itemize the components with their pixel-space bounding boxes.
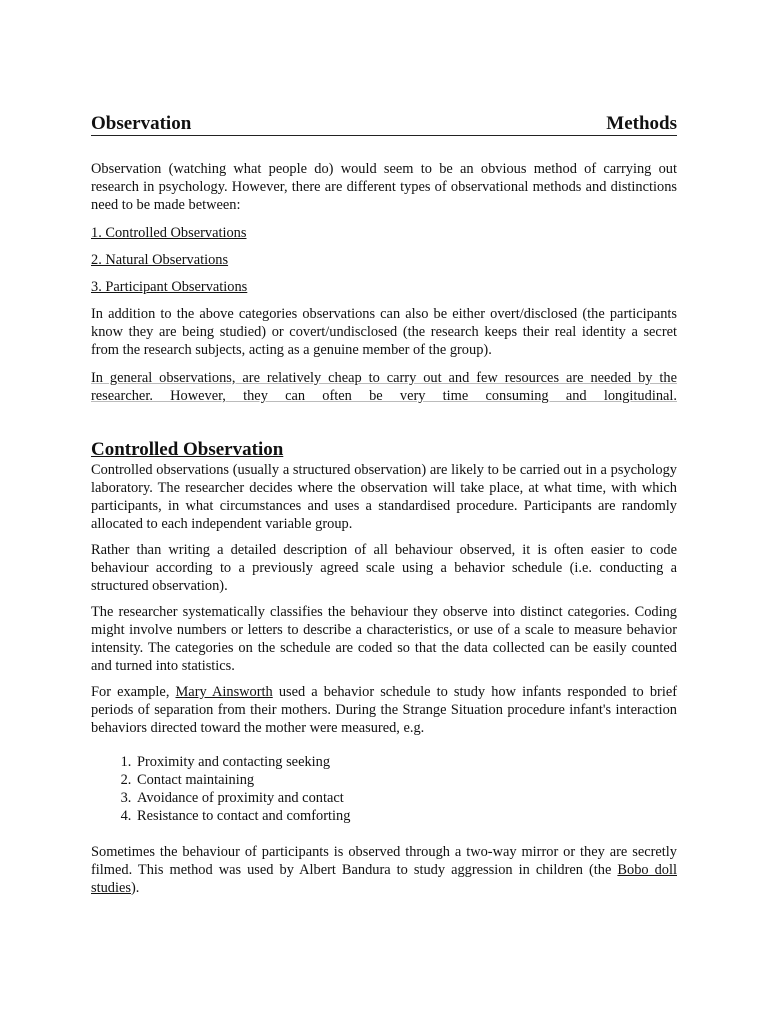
general-paragraph: In general observations, are relatively cheap to carry out and few resources are needed by the researcher. However, they can often be very time consuming and longitudinal. — [91, 370, 677, 404]
type-link-participant[interactable]: 3. Participant Observations — [91, 279, 248, 295]
ainsworth-link[interactable]: Mary Ainsworth — [175, 684, 273, 700]
bandura-text-before: Sometimes the behaviour of participants is observed through a two-way mirror or they are secretly filmed. This method was used by Albert Bandura to study aggression in children (the — [91, 844, 677, 878]
controlled-paragraph-1: Controlled observations (usually a structured observation) are likely to be carried out in a psychology laboratory. The researcher decides where the observation will take place, at what time, with which participants, in what circumstances and uses a standardised procedure. Participants are randomly allocated to each independent variable group. — [91, 462, 677, 532]
bandura-paragraph — [91, 843, 677, 897]
behavior-list — [91, 753, 677, 825]
type-link-natural[interactable]: 2. Natural Observations — [91, 252, 229, 268]
intro-paragraph: Observation (watching what people do) would seem to be an obvious method of carrying out research in psychology. However, there are different types of observational methods and distinctions need to be made between: — [91, 161, 677, 213]
controlled-paragraph-3: The researcher systematically classifies the behaviour they observe into distinct categories. Coding might involve numbers or letters to describe a characteristics, or use of a scale to measure behavior intensity. The categories on the schedule are coded so that the data collected can be easily counted and turned into statistics. — [91, 604, 677, 674]
title-left: Observation — [91, 113, 192, 134]
controlled-paragraph-2: Rather than writing a detailed description of all behaviour observed, it is often easier to code behaviour according to a previously agreed scale using a behavior schedule (i.e. conducting a structured observation). — [91, 542, 677, 594]
list-item: 1. Proximity and contacting seeking — [135, 753, 677, 771]
title-right: Methods — [606, 113, 677, 134]
ainsworth-paragraph — [91, 683, 677, 737]
ainsworth-text-after: used a behavior schedule to study how infants responded to brief periods of separation from their mothers. During the Strange Situation procedure infant's interaction behaviors directed toward the mother were measured, e.g. — [91, 684, 678, 736]
section-heading: Controlled Observation — [91, 439, 284, 460]
list-item: 2. Contact maintaining — [135, 771, 677, 789]
list-item: 3. Avoidance of proximity and contact — [135, 789, 677, 807]
page-title — [91, 113, 677, 136]
bandura-text-after: ). — [130, 880, 140, 896]
overt-covert-paragraph: In addition to the above categories observations can also be either overt/disclosed (the participants know they are being studied) or covert/undisclosed (the research keeps their real identity a secret from the research subjects, acting as a genuine member of the group). — [91, 306, 677, 358]
ainsworth-text-before: For example, — [91, 684, 176, 700]
type-link-controlled[interactable]: 1. Controlled Observations — [91, 225, 247, 241]
list-item: 4. Resistance to contact and comforting — [135, 807, 677, 825]
bobo-doll-link[interactable]: Bobo doll studies — [91, 862, 677, 896]
